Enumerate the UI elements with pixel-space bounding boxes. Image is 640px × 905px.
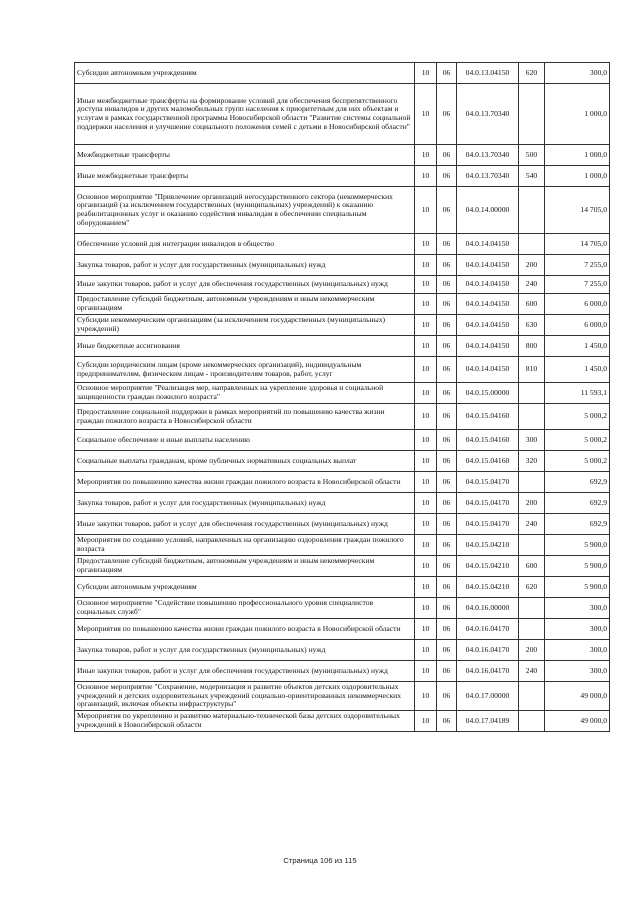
- row-subsection: 06: [437, 84, 457, 145]
- row-section: 10: [415, 556, 437, 577]
- row-amount: 1 000,0: [545, 84, 610, 145]
- row-target-article: 04.0.17.00000: [457, 682, 519, 711]
- row-target-article: 04.0.16.04170: [457, 619, 519, 640]
- row-expense-type: [519, 84, 545, 145]
- table-row: [75, 451, 610, 472]
- row-expense-type: [519, 598, 545, 619]
- row-expense-type: 300: [519, 430, 545, 451]
- page-number: Страница 106 из 115: [283, 856, 357, 865]
- row-expense-type: 200: [519, 255, 545, 276]
- row-target-article: 04.0.13.70340: [457, 84, 519, 145]
- row-name: Субсидии автономным учреждениям: [75, 577, 415, 598]
- row-section: 10: [415, 383, 437, 404]
- row-target-article: 04.0.15.04210: [457, 577, 519, 598]
- row-amount: 14 705,0: [545, 234, 610, 255]
- table-row: [75, 640, 610, 661]
- table-row: [75, 315, 610, 336]
- row-subsection: 06: [437, 145, 457, 166]
- row-target-article: 04.0.15.04170: [457, 493, 519, 514]
- table-row: [75, 336, 610, 357]
- row-expense-type: 600: [519, 294, 545, 315]
- row-subsection: 06: [437, 472, 457, 493]
- row-section: 10: [415, 145, 437, 166]
- row-name: Межбюджетные трансферты: [75, 145, 415, 166]
- row-amount: 5 000,2: [545, 430, 610, 451]
- row-expense-type: [519, 234, 545, 255]
- row-section: 10: [415, 711, 437, 732]
- row-subsection: 06: [437, 430, 457, 451]
- row-expense-type: 540: [519, 166, 545, 187]
- row-section: 10: [415, 84, 437, 145]
- row-amount: 7 255,0: [545, 255, 610, 276]
- row-amount: 692,9: [545, 493, 610, 514]
- row-section: 10: [415, 535, 437, 556]
- row-section: 10: [415, 493, 437, 514]
- row-subsection: 06: [437, 357, 457, 383]
- row-amount: 1 000,0: [545, 145, 610, 166]
- row-target-article: 04.0.14.04150: [457, 276, 519, 294]
- row-section: 10: [415, 451, 437, 472]
- row-expense-type: [519, 472, 545, 493]
- row-subsection: 06: [437, 493, 457, 514]
- row-name: Закупка товаров, работ и услуг для государственных (муниципальных) нужд: [75, 255, 415, 276]
- row-expense-type: [519, 187, 545, 234]
- row-target-article: 04.0.16.04170: [457, 661, 519, 682]
- row-target-article: 04.0.13.70340: [457, 145, 519, 166]
- row-target-article: 04.0.13.70340: [457, 166, 519, 187]
- row-expense-type: 240: [519, 276, 545, 294]
- row-name: Мероприятия по созданию условий, направленных на организацию оздоровления граждан пожилого возраста: [75, 535, 415, 556]
- row-name: Закупка товаров, работ и услуг для государственных (муниципальных) нужд: [75, 493, 415, 514]
- row-expense-type: 800: [519, 336, 545, 357]
- row-subsection: 06: [437, 63, 457, 84]
- table-row: [75, 535, 610, 556]
- row-subsection: 06: [437, 276, 457, 294]
- row-expense-type: 810: [519, 357, 545, 383]
- row-amount: 300,0: [545, 661, 610, 682]
- row-subsection: 06: [437, 166, 457, 187]
- row-subsection: 06: [437, 711, 457, 732]
- row-section: 10: [415, 472, 437, 493]
- row-target-article: 04.0.16.04170: [457, 640, 519, 661]
- row-amount: 300,0: [545, 640, 610, 661]
- row-expense-type: 620: [519, 577, 545, 598]
- table-row: [75, 404, 610, 430]
- row-name: Субсидии некоммерческим организациям (за исключением государственных (муниципальных) учреждений): [75, 315, 415, 336]
- row-expense-type: 240: [519, 661, 545, 682]
- row-amount: 11 593,1: [545, 383, 610, 404]
- table-row: [75, 357, 610, 383]
- row-name: Субсидии автономным учреждениям: [75, 63, 415, 84]
- row-section: 10: [415, 234, 437, 255]
- row-amount: 300,0: [545, 598, 610, 619]
- row-subsection: 06: [437, 451, 457, 472]
- row-section: 10: [415, 430, 437, 451]
- row-name: Иные закупки товаров, работ и услуг для обеспечения государственных (муниципальных) нужд: [75, 514, 415, 535]
- row-name: Мероприятия по укреплению и развитию материально-технической базы детских оздоровительных учреждений в Новосибирской области: [75, 711, 415, 732]
- row-amount: 300,0: [545, 63, 610, 84]
- row-name: Иные бюджетные ассигнования: [75, 336, 415, 357]
- row-name: Закупка товаров, работ и услуг для государственных (муниципальных) нужд: [75, 640, 415, 661]
- row-expense-type: 240: [519, 514, 545, 535]
- row-expense-type: 630: [519, 315, 545, 336]
- row-target-article: 04.0.14.00000: [457, 187, 519, 234]
- row-name: Иные межбюджетные трансферты: [75, 166, 415, 187]
- row-expense-type: 320: [519, 451, 545, 472]
- table-row: [75, 711, 610, 732]
- row-subsection: 06: [437, 577, 457, 598]
- row-section: 10: [415, 661, 437, 682]
- row-name: Мероприятия по повышению качества жизни граждан пожилого возраста в Новосибирской области: [75, 619, 415, 640]
- row-amount: 692,9: [545, 514, 610, 535]
- table-row: [75, 514, 610, 535]
- row-amount: 692,9: [545, 472, 610, 493]
- row-expense-type: [519, 535, 545, 556]
- row-section: 10: [415, 404, 437, 430]
- budget-table-body: [75, 63, 610, 732]
- row-section: 10: [415, 294, 437, 315]
- row-section: 10: [415, 276, 437, 294]
- row-target-article: 04.0.15.04170: [457, 472, 519, 493]
- row-target-article: 04.0.13.04150: [457, 63, 519, 84]
- row-amount: 5 000,2: [545, 404, 610, 430]
- row-amount: 5 900,0: [545, 577, 610, 598]
- row-amount: 5 900,0: [545, 535, 610, 556]
- row-name: Основное мероприятие "Сохранение, модернизация и развитие объектов детских оздоровительных учреждений и детских оздоровительных учреждений социально-ориентированных некоммерческих организаций, включая объекты инфраструктуры": [75, 682, 415, 711]
- row-subsection: 06: [437, 514, 457, 535]
- row-target-article: 04.0.15.04160: [457, 451, 519, 472]
- row-amount: 6 000,0: [545, 315, 610, 336]
- row-expense-type: 200: [519, 493, 545, 514]
- row-name: Основное мероприятие "Привлечение организаций негосударственного сектора (некоммерческих организаций (за исключением государственных (муниципальных) учреждений) к оказанию реабилитационных услуг и оказанию содействия инвалидам в обеспечении специальным оборудованием": [75, 187, 415, 234]
- table-row: [75, 493, 610, 514]
- row-expense-type: 620: [519, 63, 545, 84]
- row-amount: 14 705,0: [545, 187, 610, 234]
- row-target-article: 04.0.15.04160: [457, 404, 519, 430]
- row-expense-type: [519, 682, 545, 711]
- table-row: [75, 430, 610, 451]
- row-name: Социальные выплаты гражданам, кроме публичных нормативных социальных выплат: [75, 451, 415, 472]
- row-amount: 1 000,0: [545, 166, 610, 187]
- row-target-article: 04.0.15.04210: [457, 535, 519, 556]
- row-target-article: 04.0.14.04150: [457, 357, 519, 383]
- row-section: 10: [415, 514, 437, 535]
- row-name: Иные закупки товаров, работ и услуг для обеспечения государственных (муниципальных) нужд: [75, 276, 415, 294]
- table-row: [75, 682, 610, 711]
- row-name: Предоставление субсидий бюджетным, автономным учреждениям и иным некоммерческим организациям: [75, 556, 415, 577]
- budget-table: [74, 62, 610, 732]
- table-row: [75, 383, 610, 404]
- table-row: [75, 598, 610, 619]
- row-subsection: 06: [437, 640, 457, 661]
- row-expense-type: 600: [519, 556, 545, 577]
- row-section: 10: [415, 315, 437, 336]
- row-target-article: 04.0.17.04189: [457, 711, 519, 732]
- row-expense-type: 500: [519, 145, 545, 166]
- table-row: [75, 63, 610, 84]
- row-amount: 5 000,2: [545, 451, 610, 472]
- row-name: Предоставление субсидий бюджетным, автономным учреждениям и иным некоммерческим организациям: [75, 294, 415, 315]
- row-name: Иные закупки товаров, работ и услуг для обеспечения государственных (муниципальных) нужд: [75, 661, 415, 682]
- row-subsection: 06: [437, 682, 457, 711]
- row-target-article: 04.0.14.04150: [457, 234, 519, 255]
- row-subsection: 06: [437, 234, 457, 255]
- row-expense-type: 200: [519, 640, 545, 661]
- table-row: [75, 84, 610, 145]
- table-row: [75, 472, 610, 493]
- row-subsection: 06: [437, 404, 457, 430]
- row-target-article: 04.0.15.04160: [457, 430, 519, 451]
- row-section: 10: [415, 63, 437, 84]
- row-expense-type: [519, 619, 545, 640]
- row-subsection: 06: [437, 619, 457, 640]
- table-row: [75, 187, 610, 234]
- row-name: Обеспечение условий для интеграции инвалидов в общество: [75, 234, 415, 255]
- row-target-article: 04.0.16.00000: [457, 598, 519, 619]
- row-name: Субсидии юридическим лицам (кроме некоммерческих организаций), индивидуальным предпринимателям, физическим лицам - производителям товаров, работ, услуг: [75, 357, 415, 383]
- row-subsection: 06: [437, 598, 457, 619]
- row-section: 10: [415, 619, 437, 640]
- table-row: [75, 234, 610, 255]
- row-name: Иные межбюджетные трансферты на формирование условий для обеспечения беспрепятственного доступа инвалидов и других маломобильных групп населения к приоритетным для них объектам и услугам в рамках государственной программы Новосибирской области "Развитие системы социальной поддержки населения и улучшение социального положения семей с детьми в Новосибирской области": [75, 84, 415, 145]
- row-subsection: 06: [437, 535, 457, 556]
- row-section: 10: [415, 255, 437, 276]
- row-target-article: 04.0.15.04170: [457, 514, 519, 535]
- table-row: [75, 661, 610, 682]
- row-section: 10: [415, 598, 437, 619]
- row-expense-type: [519, 383, 545, 404]
- row-section: 10: [415, 336, 437, 357]
- row-subsection: 06: [437, 187, 457, 234]
- row-name: Основное мероприятие "Содействие повышению профессионального уровня специалистов социальных служб": [75, 598, 415, 619]
- row-target-article: 04.0.15.00000: [457, 383, 519, 404]
- table-row: [75, 577, 610, 598]
- row-subsection: 06: [437, 336, 457, 357]
- table-row: [75, 276, 610, 294]
- row-expense-type: [519, 404, 545, 430]
- row-subsection: 06: [437, 315, 457, 336]
- row-amount: 5 900,0: [545, 556, 610, 577]
- row-amount: 49 000,0: [545, 711, 610, 732]
- row-name: Мероприятия по повышению качества жизни граждан пожилого возраста в Новосибирской области: [75, 472, 415, 493]
- row-subsection: 06: [437, 661, 457, 682]
- row-amount: 300,0: [545, 619, 610, 640]
- row-section: 10: [415, 357, 437, 383]
- row-section: 10: [415, 166, 437, 187]
- row-amount: 7 255,0: [545, 276, 610, 294]
- table-row: [75, 294, 610, 315]
- row-name: Предоставление социальной поддержки в рамках мероприятий по повышению качества жизни граждан пожилого возраста в Новосибирской области: [75, 404, 415, 430]
- table-row: [75, 166, 610, 187]
- table-row: [75, 556, 610, 577]
- table-row: [75, 145, 610, 166]
- row-subsection: 06: [437, 383, 457, 404]
- row-section: 10: [415, 682, 437, 711]
- row-target-article: 04.0.15.04210: [457, 556, 519, 577]
- row-name: Социальное обеспечение и иные выплаты населению: [75, 430, 415, 451]
- row-amount: 6 000,0: [545, 294, 610, 315]
- row-section: 10: [415, 187, 437, 234]
- row-subsection: 06: [437, 294, 457, 315]
- table-row: [75, 255, 610, 276]
- row-amount: 1 450,0: [545, 357, 610, 383]
- row-target-article: 04.0.14.04150: [457, 294, 519, 315]
- row-subsection: 06: [437, 556, 457, 577]
- row-amount: 1 450,0: [545, 336, 610, 357]
- row-subsection: 06: [437, 255, 457, 276]
- row-target-article: 04.0.14.04150: [457, 255, 519, 276]
- row-section: 10: [415, 577, 437, 598]
- row-name: Основное мероприятие "Реализация мер, направленных на укрепление здоровья и социальной защищенности граждан пожилого возраста": [75, 383, 415, 404]
- table-row: [75, 619, 610, 640]
- row-expense-type: [519, 711, 545, 732]
- row-target-article: 04.0.14.04150: [457, 315, 519, 336]
- row-target-article: 04.0.14.04150: [457, 336, 519, 357]
- row-amount: 49 000,0: [545, 682, 610, 711]
- row-section: 10: [415, 640, 437, 661]
